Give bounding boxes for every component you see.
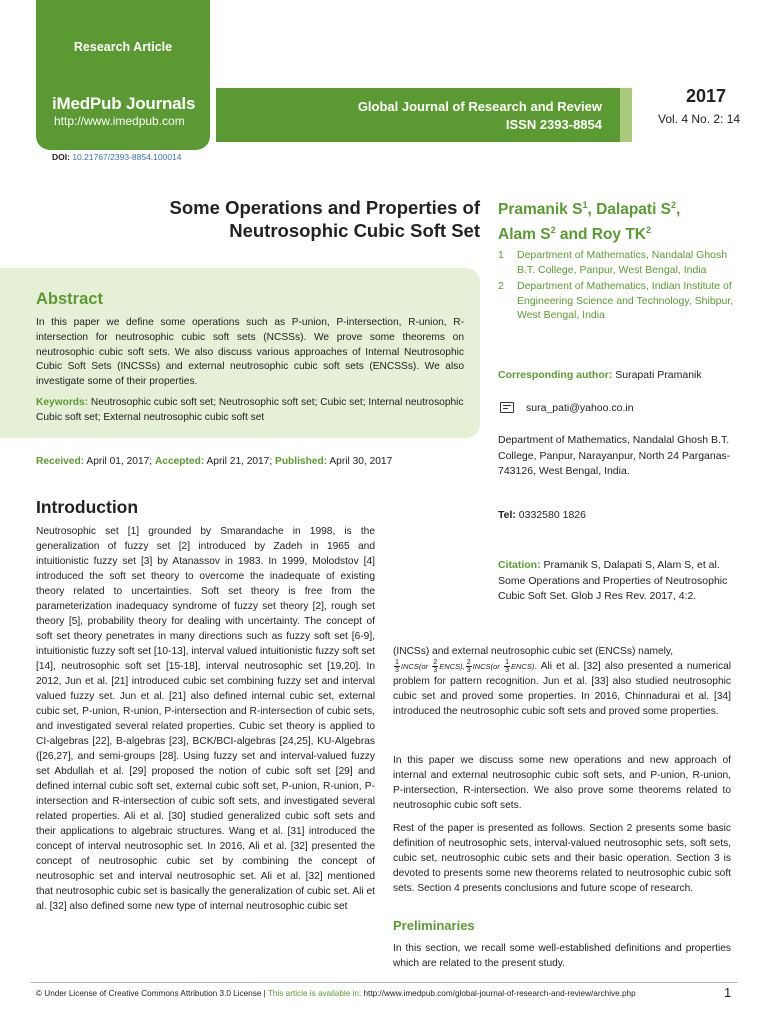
archive-url-link[interactable]: http://www.imedpub.com/global-journal-of-research-and-review/archive.php	[361, 989, 636, 998]
email-link[interactable]: sura_pati@yahoo.co.in	[526, 402, 634, 414]
article-type-label: Research Article	[73, 40, 173, 54]
abstract-heading: Abstract	[36, 290, 103, 308]
journal-name: Global Journal of Research and Review	[357, 99, 602, 114]
journal-brand-box	[36, 0, 210, 150]
author-name: Roy TK	[591, 226, 646, 244]
journal-band	[216, 88, 620, 142]
section-heading-preliminaries: Preliminaries	[393, 918, 475, 933]
title-line-2: Neutrosophic Cubic Soft Set	[229, 220, 480, 241]
doi-line	[52, 152, 182, 162]
keywords	[36, 396, 464, 426]
envelope-icon	[500, 402, 514, 413]
author-sup: 2	[671, 200, 677, 210]
affiliation-item	[498, 248, 748, 277]
inline-formula: $\frac{1}{3}$ INCS(or $\frac{2}{3}$ ENCS), $\frac{2}{3}$ INCS(or $\frac{1}{3}$ ENCS)	[395, 659, 535, 674]
affiliation-text: Department of Mathematics, Nandalal Ghosh B.T. College, Panpur, West Bengal, India	[517, 249, 728, 276]
body-paragraph: In this section, we recall some well-established definitions and properties which are related to the present study.	[393, 943, 731, 969]
article-dates	[36, 456, 392, 467]
paragraph-text: (INCSs) and external neutrosophic cubic set (ENCSs) namely,	[393, 646, 674, 657]
keywords-text: Neutrosophic cubic soft set; Neutrosophic soft set; Cubic set; Internal neutrosophic Cubic soft set; External neutrosophic cubic soft set	[36, 397, 464, 423]
citation-label: Citation:	[498, 559, 541, 571]
citation-text: Pramanik S, Dalapati S, Alam S, et al. Some Operations and Properties of Neutrosophic Cubic Soft Set. Glob J Res Rev. 2017, 4:2.	[498, 559, 728, 602]
footer-divider	[30, 982, 738, 983]
available-label: This article is available in:	[267, 989, 362, 998]
article-title	[120, 196, 480, 242]
doi-label: DOI:	[52, 152, 70, 162]
section-heading-introduction: Introduction	[36, 497, 139, 517]
doi-link[interactable]: 10.21767/2393-8854.100014	[72, 152, 182, 162]
publication-year: 2017	[686, 86, 727, 106]
page-number: 1	[724, 985, 732, 1000]
accepted-label: Accepted:	[154, 456, 205, 467]
paragraph-text: . Ali et al. [32] also presented a numerical problem for pattern recognition. Jun et al. [33] also studied neutrosophic cubic set and proved some properties. In 2016, Chinnadurai et al. [34] introduced the neutrosophic cubic soft sets and proved some properties.	[393, 661, 731, 718]
author-sep: ,	[587, 201, 597, 219]
author-sep: and	[555, 226, 592, 244]
corresponding-label: Corresponding author:	[498, 369, 613, 381]
journal-issn: ISSN 2393-8854	[505, 117, 602, 132]
author-sup: 1	[582, 200, 588, 210]
author-name: Dalapati S	[596, 201, 672, 219]
author-sup: 2	[646, 225, 652, 236]
received-date: April 01, 2017;	[84, 456, 153, 467]
abstract-text: In this paper we define some operations such as P-union, P-intersection, R-union, R-intersection for neutrosophic cubic soft sets (NCSSs). We prove some theorems on neutrosophic cubic soft sets. We also discuss various approaches of Internal Neutrosophic Cubic Soft Sets (INCSSs) and external neutrosophic cubic soft sets (ENCSSs). We also investigate some of their properties.	[36, 317, 464, 388]
publisher-url-link[interactable]: http://www.imedpub.com	[54, 114, 185, 128]
tel-label: Tel:	[498, 509, 516, 521]
body-paragraph	[393, 644, 731, 719]
volume-issue: Vol. 4 No. 2: 14	[658, 112, 741, 126]
affiliation-list	[498, 248, 748, 325]
affiliation-item	[498, 279, 748, 323]
citation	[498, 558, 738, 605]
corresponding-author	[498, 369, 702, 381]
published-label: Published:	[275, 456, 328, 467]
footer-license	[36, 989, 636, 998]
publisher-name: iMedPub Journals	[52, 94, 196, 113]
author-sep: ,	[676, 201, 681, 219]
accepted-date: April 21, 2017;	[204, 456, 273, 467]
keywords-label: Keywords:	[36, 397, 89, 408]
body-paragraph: In this paper we discuss some new operations and new approach of internal and external neutrosophic cubic soft sets, and P-union, R-union, P-intersection, R-intersection. We also prove some theorems related to neutrosophic cubic soft sets.	[393, 755, 731, 811]
body-paragraph: Rest of the paper is presented as follows. Section 2 presents some basic definition of neutrosophic sets, interval-valued neutrosophic sets, soft sets, cubic set, neutrosophic cubic sets and their basic operation. Section 3 is devoted to presents some new theorems related to neutrosophic cubic soft sets. Section 4 presents conclusions and future scope of research.	[393, 823, 731, 894]
license-text: © Under License of Creative Commons Attribution 3.0 License |	[36, 989, 268, 998]
author-name: Alam S	[498, 226, 551, 244]
corresponding-name: Surapati Pramanik	[612, 369, 702, 381]
affiliation-number: 2	[498, 280, 504, 292]
author-list	[498, 195, 748, 245]
band-accent	[620, 88, 632, 142]
received-label: Received:	[36, 456, 85, 467]
affiliation-number: 1	[498, 249, 504, 261]
author-name: Pramanik S	[498, 201, 583, 219]
author-sup: 2	[550, 225, 556, 236]
author-address: Department of Mathematics, Nandalal Ghosh B.T. College, Panpur, Narayanpur, North 24 Parganas-743126, West Bengal, India.	[498, 434, 731, 477]
published-date: April 30, 2017	[327, 456, 393, 467]
telephone	[498, 509, 586, 521]
introduction-text: Neutrosophic set [1] grounded by Smarandache in 1998, is the generalization of fuzzy set [2] introduced by Zadeh in 1965 and intuitionistic fuzzy set [3] by Atanassov in 1983. In 1999, Molodstov [4] introduced the soft set theory to overcome the inadequate of existing theory related to uncertainties. Soft set theory is free from the parameterization inadequacy syndrome of fuzzy set theory [2], rough set theory [5], probability theory for dealing with uncertainty. The concept of soft set theory penetrates in many directions such as fuzzy soft set [6-9], intuitionistic fuzzy soft set [10-13], interval valued intuitionistic fuzzy soft set [14], neutrosophic soft set [15-18], interval neutrosophic set [19,20]. In 2012, Jun et al. [21] introduced cubic set combining fuzzy set and interval valued fuzzy set. Jun et al. [21] also defined internal cubic set, external cubic set, P-union, R-union, P-intersection and R-intersection of cubic sets, and investigated several related properties. Cubic set theory is applied to CI-algebras [22], B-algebras [23], BCK/BCI-algebras [24,25], KU-Algebras ([26,27], and semi-groups [28]. Using fuzzy set and interval-valued fuzzy set Abdullah et al. [29] proposed the notion of cubic soft set [29] and defined internal cubic soft set, external cubic soft set, P-union, R-union, P-intersection and R-intersection of cubic soft sets, and investigated several related properties. Ali et al. [30] studied generalized cubic soft sets and their applications to algebraic structures. Wang et al. [31] introduced the concept of interval neutrosophic set. In 2016, Ali et al. [32] presented the concept of neutrosophic cubic set by combining the concept of neutrosophic set and interval neutrosophic set. Ali et al. [32] mentioned that neutrosophic cubic set is basically the generalization of cubic set. Ali et al. [32] also defined some new type of internal neutrosophic cubic set	[36, 526, 375, 912]
affiliation-text: Department of Mathematics, Indian Institute of Engineering Science and Technology, Shibpur, West Bengal, India	[517, 280, 734, 321]
title-line-1: Some Operations and Properties of	[169, 197, 480, 218]
tel-number: 0332580 1826	[515, 509, 586, 521]
